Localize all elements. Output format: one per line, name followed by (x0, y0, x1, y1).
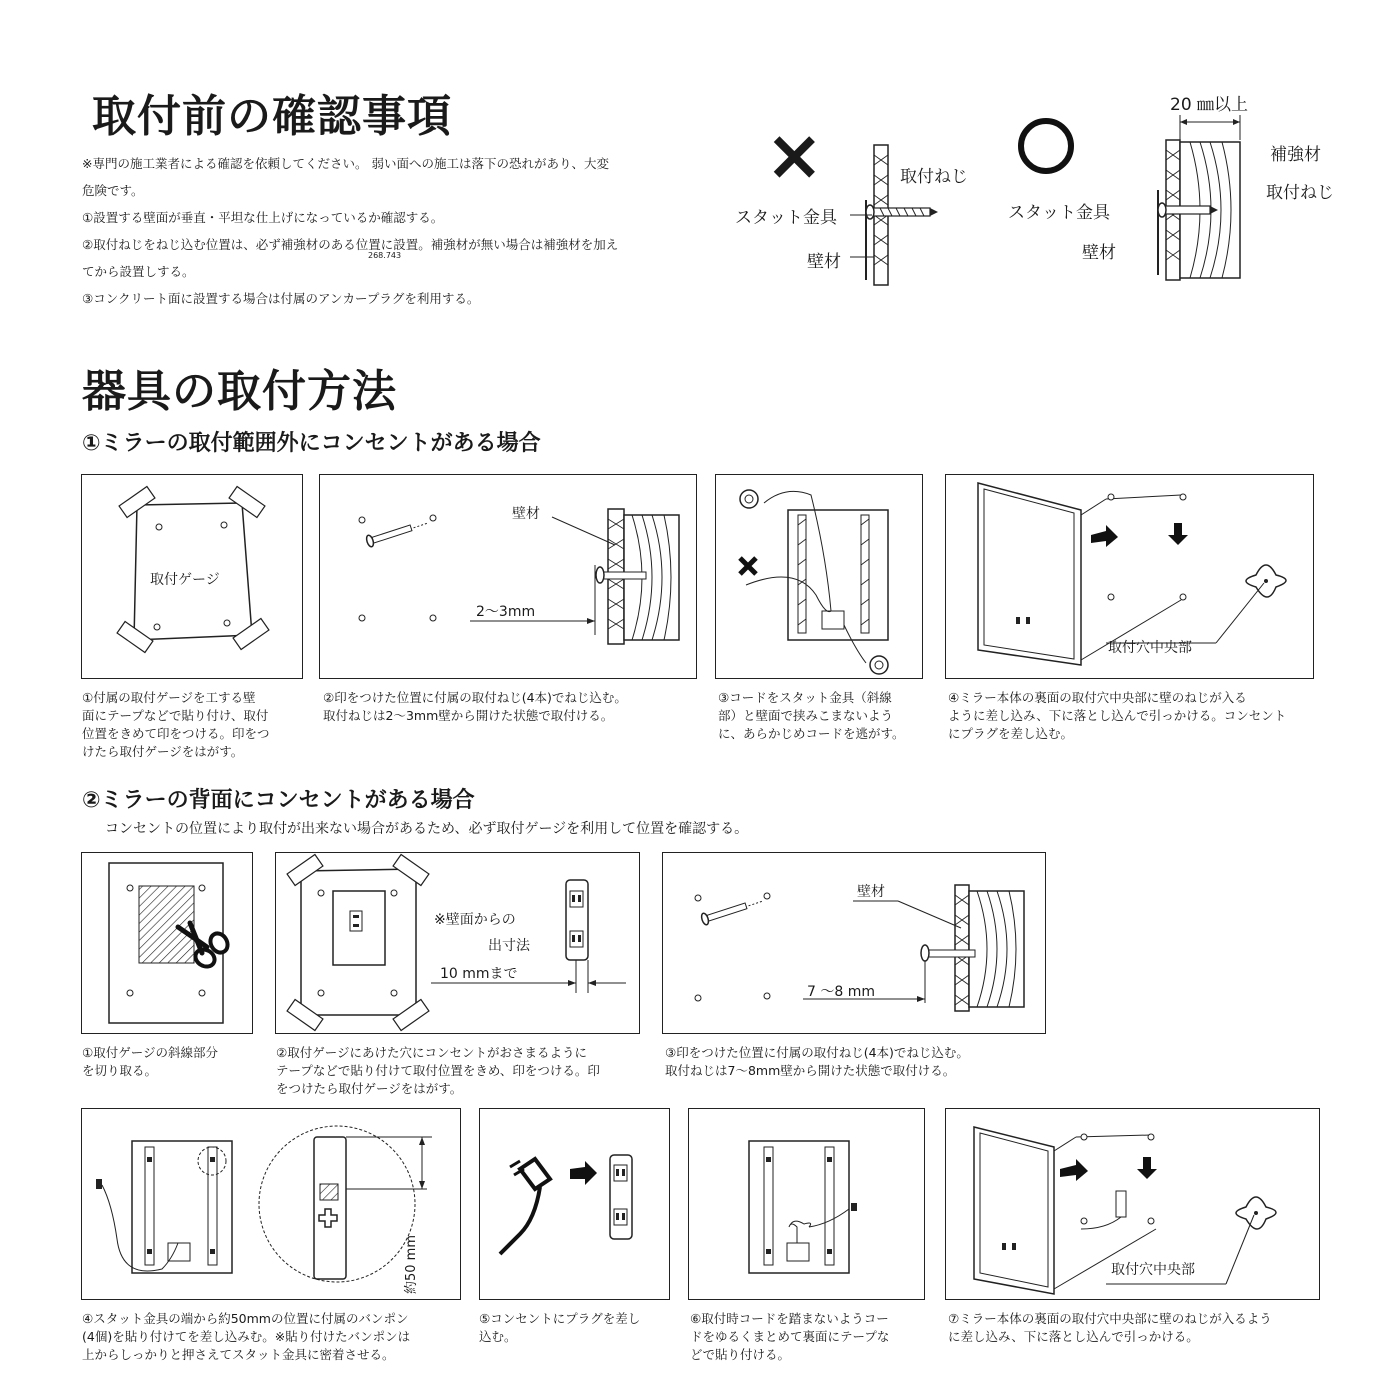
note-line: ②取付ねじをねじ込む位置は、必ず補強材のある位置に設置。補強材が無い場合は補強材を加え (82, 237, 619, 252)
caption-line: 込む。 (479, 1329, 517, 1344)
ok-mark-icon (1018, 118, 1074, 174)
label-reinforcement: 補強材 (1270, 145, 1321, 165)
case2-caption-1 (82, 1044, 262, 1080)
label-protrusion-2: 出寸法 (488, 938, 530, 954)
caption-line: ⑤コンセントにプラグを差し (479, 1311, 641, 1326)
caption-line: ⑥取付時コードを踏まないようコー (690, 1311, 889, 1326)
caption-line: ように差し込み、下に落とし込んで引っかける。コンセント (948, 708, 1287, 723)
label-screw: 取付ねじ (900, 167, 968, 187)
caption-line: ③コードをスタット金具（斜線 (718, 690, 892, 705)
case2-step6-diagram (688, 1108, 925, 1300)
case2-caption-2 (276, 1044, 656, 1098)
stray-number: 268.743 (368, 251, 402, 260)
case1-caption-4 (948, 689, 1328, 743)
right-wall-diagram (1150, 110, 1260, 290)
case2-caption-6 (690, 1310, 935, 1364)
precheck-notes (82, 150, 722, 312)
caption-line: に差し込み、下に落とし込んで引っかける。 (948, 1329, 1199, 1344)
case2-step2-diagram (275, 852, 640, 1034)
case1-caption-3 (718, 689, 933, 743)
case2-caption-5 (479, 1310, 679, 1346)
section-title-method: 器具の取付方法 (82, 366, 397, 417)
case2-caption-4 (82, 1310, 462, 1364)
caption-line: ⑦ミラー本体の裏面の取付穴中央部に壁のねじが入るよう (948, 1311, 1272, 1326)
label-gauge: 取付ゲージ (150, 572, 220, 588)
case1-title: ①ミラーの取付範囲外にコンセントがある場合 (82, 431, 541, 456)
label-hole-center: 取付穴中央部 (1111, 1262, 1195, 1278)
caption-line: を切り取る。 (82, 1063, 158, 1078)
caption-line: ④ミラー本体の裏面の取付穴中央部に壁のねじが入る (948, 690, 1247, 705)
label-wall: 壁材 (857, 884, 885, 900)
caption-line: ①付属の取付ゲージを工する壁 (82, 690, 256, 705)
caption-line: をつけたら取付ゲージをはがす。 (276, 1081, 463, 1096)
label-gap: 7 ～8 mm (807, 984, 875, 1000)
label-wall: 壁材 (807, 252, 841, 272)
case1-step3-diagram (715, 474, 923, 679)
caption-line: に、あらかじめコードを逃がす。 (718, 726, 905, 741)
label-wall: 壁材 (512, 506, 540, 522)
caption-line: ②取付ゲージにあけた穴にコンセントがおさまるように (276, 1045, 587, 1060)
leader-lines (850, 210, 880, 260)
case2-subtitle: コンセントの位置により取付が出来ない場合があるため、必ず取付ゲージを利用して位置を確認する。 (105, 821, 749, 837)
case1-step1-diagram (81, 474, 303, 679)
label-up-to: 10 mmまで (440, 966, 518, 982)
caption-line: ③印をつけた位置に付属の取付ねじ(4本)でねじ込む。 (665, 1045, 969, 1060)
label-approx-50mm: 約50 mm (404, 1234, 419, 1294)
label-protrusion-1: ※壁面からの (434, 912, 516, 928)
case2-step7-diagram (945, 1108, 1320, 1300)
label-screw: 取付ねじ (1266, 183, 1334, 203)
caption-line: どで貼り付ける。 (690, 1347, 791, 1362)
caption-line: ②印をつけた位置に付属の取付ねじ(4本)でねじ込む。 (323, 690, 627, 705)
case2-step4-diagram (81, 1108, 461, 1300)
caption-line: けたら取付ゲージをはがす。 (82, 744, 244, 759)
caption-line: 取付ねじは7～8mm壁から開けた状態で取付ける。 (665, 1063, 956, 1078)
caption-line: ①取付ゲージの斜線部分 (82, 1045, 218, 1060)
case1-caption-2 (323, 689, 703, 725)
case2-step3-diagram (662, 852, 1046, 1034)
caption-line: 位置をきめて印をつける。印をつ (82, 726, 270, 741)
label-stud: スタット金具 (1008, 203, 1110, 223)
case1-caption-1 (82, 689, 307, 761)
label-wall: 壁材 (1082, 243, 1116, 263)
case2-caption-7 (948, 1310, 1338, 1346)
note-line: てから設置しする。 (82, 264, 195, 279)
caption-line: ドをゆるくまとめて裏面にテープな (690, 1329, 890, 1344)
caption-line: ④スタット金具の端から約50mmの位置に付属のバンポン (82, 1311, 409, 1326)
note-line: ③コンクリート面に設置する場合は付属のアンカープラグを利用する。 (82, 291, 480, 306)
case2-title: ②ミラーの背面にコンセントがある場合 (82, 788, 475, 813)
label-stud: スタット金具 (735, 208, 837, 228)
case1-step2-diagram (319, 474, 697, 679)
note-line: ①設置する壁面が垂直・平坦な仕上げになっているか確認する。 (82, 210, 444, 225)
case1-step4-diagram (945, 474, 1314, 679)
note-line: ※専門の施工業者による確認を依頼してください。 弱い面への施工は落下の恐れがあり、大変 (82, 156, 609, 171)
note-line: 危険です。 (82, 183, 144, 198)
caption-line: 上からしっかりと押さえてスタット金具に密着させる。 (82, 1347, 395, 1362)
caption-line: (4個)を貼り付けてを差し込みむ。※貼り付けたバンポンは (82, 1329, 411, 1344)
section-title-precheck: 取付前の確認事項 (92, 91, 452, 142)
label-hole-center: 取付穴中央部 (1108, 640, 1192, 656)
label-gap: 2～3mm (476, 604, 536, 620)
caption-line: テープなどで貼り付けて取付位置をきめ、印をつける。印 (276, 1063, 600, 1078)
caption-line: にプラグを差し込む。 (948, 726, 1074, 741)
wrong-mark-icon: × (765, 114, 824, 196)
caption-line: 取付ねじは2～3mm壁から開けた状態で取付ける。 (323, 708, 614, 723)
caption-line: 部）と壁面で挟みこまないよう (718, 708, 894, 723)
case2-step5-diagram (479, 1108, 670, 1300)
case2-caption-3 (665, 1044, 1050, 1080)
label-dimension: 20 ㎜以上 (1170, 95, 1249, 115)
caption-line: 面にテープなどで貼り付け、取付 (82, 708, 269, 723)
case2-step1-diagram (81, 852, 253, 1034)
